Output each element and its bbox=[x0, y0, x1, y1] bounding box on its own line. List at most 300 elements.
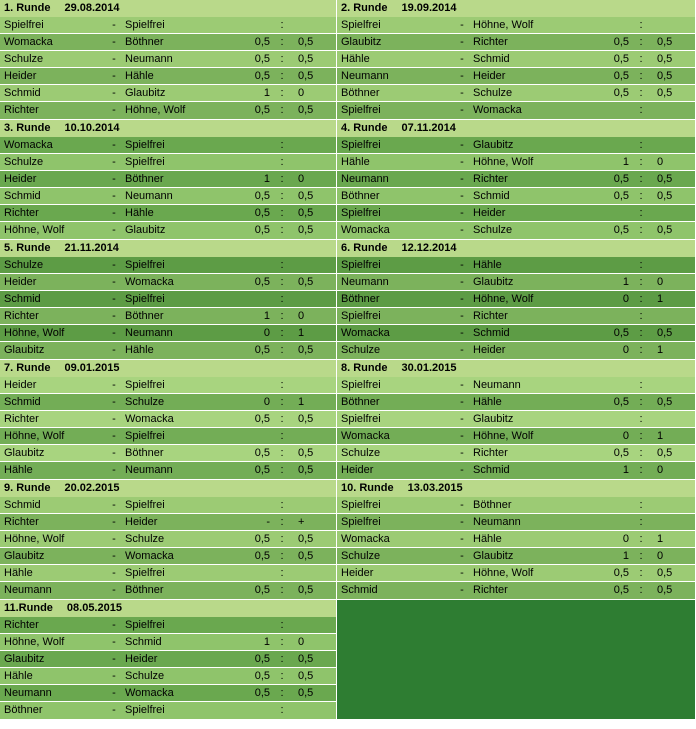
score-separator: : bbox=[280, 413, 284, 425]
score-white: 0 bbox=[622, 533, 629, 545]
player-black: Hähle bbox=[125, 70, 154, 82]
score-black: 0,5 bbox=[298, 207, 314, 219]
round-block bbox=[337, 360, 696, 480]
score-white: 0,5 bbox=[613, 224, 629, 236]
score-black: 1 bbox=[298, 396, 305, 408]
score-separator: : bbox=[639, 19, 643, 31]
versus-dash: - bbox=[460, 584, 464, 596]
player-white: Spielfrei bbox=[341, 259, 381, 271]
score-white: 0,5 bbox=[613, 584, 629, 596]
pairing-row bbox=[337, 565, 695, 582]
player-black: Heider bbox=[125, 516, 158, 528]
versus-dash: - bbox=[460, 276, 464, 288]
score-separator: : bbox=[639, 516, 643, 528]
versus-dash: - bbox=[112, 636, 116, 648]
round-block bbox=[337, 0, 696, 120]
versus-dash: - bbox=[460, 19, 464, 31]
player-white: Spielfrei bbox=[4, 19, 44, 31]
score-separator: : bbox=[639, 104, 643, 116]
pairing-row bbox=[0, 325, 336, 342]
pairing-row bbox=[0, 342, 336, 359]
player-black: Spielfrei bbox=[125, 567, 165, 579]
player-white: Böthner bbox=[341, 190, 380, 202]
pairing-row bbox=[0, 428, 336, 445]
score-black: 0,5 bbox=[298, 550, 314, 562]
pairing-row bbox=[337, 582, 695, 599]
score-black: 0,5 bbox=[298, 533, 314, 545]
player-black: Heider bbox=[125, 653, 158, 665]
versus-dash: - bbox=[112, 156, 116, 168]
score-black: 1 bbox=[657, 430, 664, 442]
versus-dash: - bbox=[112, 19, 116, 31]
versus-dash: - bbox=[460, 533, 464, 545]
versus-dash: - bbox=[112, 584, 116, 596]
pairing-row bbox=[0, 308, 336, 325]
versus-dash: - bbox=[112, 550, 116, 562]
player-white: Schmid bbox=[4, 499, 41, 511]
pairing-row bbox=[337, 85, 695, 102]
score-white: 0,5 bbox=[254, 207, 270, 219]
player-black: Schmid bbox=[473, 53, 510, 65]
pairing-row bbox=[337, 325, 695, 342]
score-black: + bbox=[298, 516, 305, 528]
score-separator: : bbox=[280, 173, 284, 185]
score-white: 1 bbox=[622, 550, 629, 562]
round-title: 8. Runde bbox=[341, 362, 388, 374]
player-white: Womacka bbox=[4, 139, 53, 151]
pairing-row bbox=[0, 702, 336, 719]
player-white: Glaubitz bbox=[4, 344, 45, 356]
score-separator: : bbox=[280, 344, 284, 356]
pairing-row bbox=[337, 291, 695, 308]
versus-dash: - bbox=[460, 156, 464, 168]
pairing-row bbox=[0, 205, 336, 222]
player-black: Richter bbox=[473, 310, 508, 322]
player-black: Hähle bbox=[125, 207, 154, 219]
score-black: 0,5 bbox=[298, 447, 314, 459]
score-separator: : bbox=[280, 619, 284, 631]
player-black: Höhne, Wolf bbox=[473, 567, 534, 579]
versus-dash: - bbox=[112, 104, 116, 116]
player-white: Spielfrei bbox=[341, 139, 381, 151]
player-white: Heider bbox=[341, 464, 374, 476]
pairing-row bbox=[0, 34, 336, 51]
versus-dash: - bbox=[112, 687, 116, 699]
score-black: 0,5 bbox=[657, 173, 673, 185]
pairing-row bbox=[337, 17, 695, 34]
score-separator: : bbox=[280, 19, 284, 31]
score-separator: : bbox=[280, 653, 284, 665]
versus-dash: - bbox=[112, 379, 116, 391]
score-separator: : bbox=[639, 173, 643, 185]
score-black: 0,5 bbox=[657, 36, 673, 48]
player-black: Höhne, Wolf bbox=[473, 430, 534, 442]
score-white: - bbox=[266, 516, 270, 528]
round-title: 11.Runde bbox=[4, 602, 53, 614]
versus-dash: - bbox=[460, 173, 464, 185]
pairing-row bbox=[337, 497, 695, 514]
versus-dash: - bbox=[112, 413, 116, 425]
score-separator: : bbox=[639, 550, 643, 562]
player-white: Höhne, Wolf bbox=[4, 636, 65, 648]
score-black: 0,5 bbox=[657, 224, 673, 236]
versus-dash: - bbox=[112, 567, 116, 579]
versus-dash: - bbox=[460, 327, 464, 339]
versus-dash: - bbox=[460, 87, 464, 99]
score-separator: : bbox=[280, 430, 284, 442]
round-header bbox=[0, 600, 336, 617]
score-separator: : bbox=[639, 53, 643, 65]
round-header bbox=[337, 360, 695, 377]
versus-dash: - bbox=[112, 499, 116, 511]
score-white: 0,5 bbox=[254, 550, 270, 562]
score-black: 0,5 bbox=[657, 327, 673, 339]
player-white: Schulze bbox=[341, 550, 381, 562]
round-date: 07.11.2014 bbox=[401, 122, 456, 134]
round-date: 29.08.2014 bbox=[64, 2, 120, 14]
score-black: 0,5 bbox=[657, 70, 673, 82]
versus-dash: - bbox=[460, 207, 464, 219]
score-separator: : bbox=[639, 224, 643, 236]
score-black: 0 bbox=[298, 87, 305, 99]
score-separator: : bbox=[639, 139, 643, 151]
score-separator: : bbox=[280, 550, 284, 562]
player-black: Neumann bbox=[125, 464, 173, 476]
score-separator: : bbox=[280, 276, 284, 288]
player-black: Böthner bbox=[125, 310, 164, 322]
pairing-row bbox=[0, 171, 336, 188]
player-black: Heider bbox=[473, 207, 506, 219]
pairing-row bbox=[337, 171, 695, 188]
player-white: Richter bbox=[4, 413, 39, 425]
player-black: Heider bbox=[473, 344, 506, 356]
score-separator: : bbox=[639, 447, 643, 459]
versus-dash: - bbox=[112, 533, 116, 545]
player-black: Glaubitz bbox=[473, 276, 514, 288]
score-black: 0,5 bbox=[298, 36, 314, 48]
score-black: 1 bbox=[657, 344, 664, 356]
player-black: Schmid bbox=[473, 464, 510, 476]
versus-dash: - bbox=[460, 310, 464, 322]
player-black: Glaubitz bbox=[125, 224, 166, 236]
player-black: Böthner bbox=[125, 584, 164, 596]
player-white: Richter bbox=[4, 310, 39, 322]
versus-dash: - bbox=[460, 70, 464, 82]
player-white: Spielfrei bbox=[341, 499, 381, 511]
score-white: 1 bbox=[263, 173, 270, 185]
score-black: 0,5 bbox=[298, 413, 314, 425]
player-white: Schmid bbox=[4, 190, 41, 202]
score-white: 1 bbox=[263, 636, 270, 648]
player-white: Glaubitz bbox=[4, 447, 45, 459]
score-white: 1 bbox=[622, 276, 629, 288]
round-header bbox=[337, 120, 695, 137]
pairing-row bbox=[337, 51, 695, 68]
score-white: 0 bbox=[622, 430, 629, 442]
score-separator: : bbox=[280, 516, 284, 528]
score-separator: : bbox=[280, 207, 284, 219]
player-white: Böthner bbox=[4, 704, 43, 716]
score-black: 0,5 bbox=[298, 464, 314, 476]
player-black: Hähle bbox=[125, 344, 154, 356]
versus-dash: - bbox=[112, 70, 116, 82]
versus-dash: - bbox=[460, 516, 464, 528]
player-white: Spielfrei bbox=[341, 516, 381, 528]
pairing-row bbox=[0, 274, 336, 291]
player-white: Hähle bbox=[341, 156, 370, 168]
player-black: Heider bbox=[473, 70, 506, 82]
versus-dash: - bbox=[112, 430, 116, 442]
score-separator: : bbox=[280, 464, 284, 476]
player-white: Neumann bbox=[4, 584, 52, 596]
pairing-row bbox=[0, 514, 336, 531]
player-black: Schulze bbox=[125, 396, 165, 408]
round-block bbox=[337, 480, 696, 600]
score-white: 0,5 bbox=[254, 344, 270, 356]
round-date: 10.10.2014 bbox=[64, 122, 120, 134]
score-black: 0 bbox=[298, 173, 305, 185]
versus-dash: - bbox=[112, 464, 116, 476]
player-black: Spielfrei bbox=[125, 704, 165, 716]
pairing-row bbox=[0, 668, 336, 685]
player-black: Richter bbox=[473, 36, 508, 48]
versus-dash: - bbox=[460, 430, 464, 442]
score-white: 0 bbox=[622, 344, 629, 356]
versus-dash: - bbox=[460, 36, 464, 48]
player-black: Böthner bbox=[125, 36, 164, 48]
versus-dash: - bbox=[112, 224, 116, 236]
pairing-row bbox=[0, 377, 336, 394]
versus-dash: - bbox=[460, 464, 464, 476]
player-black: Schulze bbox=[125, 533, 165, 545]
pairing-row bbox=[0, 68, 336, 85]
score-black: 0,5 bbox=[657, 447, 673, 459]
pairing-row bbox=[0, 582, 336, 599]
round-title: 7. Runde bbox=[4, 362, 51, 374]
round-date: 12.12.2014 bbox=[401, 242, 457, 254]
player-white: Hähle bbox=[4, 670, 33, 682]
player-white: Spielfrei bbox=[341, 104, 381, 116]
round-title: 6. Runde bbox=[341, 242, 388, 254]
versus-dash: - bbox=[112, 516, 116, 528]
versus-dash: - bbox=[112, 87, 116, 99]
pairing-row bbox=[0, 651, 336, 668]
score-separator: : bbox=[639, 190, 643, 202]
versus-dash: - bbox=[112, 310, 116, 322]
score-white: 0,5 bbox=[254, 190, 270, 202]
player-black: Glaubitz bbox=[473, 550, 514, 562]
score-black: 0,5 bbox=[298, 70, 314, 82]
score-separator: : bbox=[280, 156, 284, 168]
score-black: 0,5 bbox=[298, 224, 314, 236]
versus-dash: - bbox=[460, 447, 464, 459]
pairing-row bbox=[337, 514, 695, 531]
score-separator: : bbox=[280, 636, 284, 648]
score-separator: : bbox=[280, 499, 284, 511]
player-black: Höhne, Wolf bbox=[473, 19, 534, 31]
score-white: 0,5 bbox=[613, 190, 629, 202]
round-header bbox=[0, 480, 336, 497]
score-black: 0 bbox=[298, 636, 305, 648]
pairing-row bbox=[337, 394, 695, 411]
player-white: Womacka bbox=[341, 533, 390, 545]
versus-dash: - bbox=[460, 499, 464, 511]
round-block bbox=[0, 0, 337, 120]
score-black: 1 bbox=[298, 327, 305, 339]
player-black: Spielfrei bbox=[125, 430, 165, 442]
score-separator: : bbox=[280, 379, 284, 391]
round-header bbox=[337, 0, 695, 17]
player-black: Glaubitz bbox=[125, 87, 166, 99]
pairing-row bbox=[337, 257, 695, 274]
player-white: Heider bbox=[4, 379, 37, 391]
pairing-row bbox=[0, 394, 336, 411]
pairing-row bbox=[337, 308, 695, 325]
score-separator: : bbox=[280, 36, 284, 48]
player-black: Richter bbox=[473, 584, 508, 596]
score-separator: : bbox=[280, 533, 284, 545]
versus-dash: - bbox=[460, 139, 464, 151]
score-white: 0,5 bbox=[254, 36, 270, 48]
pairing-row bbox=[0, 85, 336, 102]
pairing-row bbox=[0, 548, 336, 565]
player-black: Spielfrei bbox=[125, 259, 165, 271]
round-header bbox=[0, 120, 336, 137]
player-black: Böthner bbox=[125, 447, 164, 459]
player-white: Höhne, Wolf bbox=[4, 224, 65, 236]
player-black: Böthner bbox=[473, 499, 512, 511]
player-black: Neumann bbox=[125, 190, 173, 202]
player-white: Schulze bbox=[4, 156, 44, 168]
player-black: Neumann bbox=[473, 516, 521, 528]
pairing-row bbox=[337, 68, 695, 85]
round-header bbox=[0, 240, 336, 257]
score-white: 0,5 bbox=[254, 464, 270, 476]
round-title: 2. Runde bbox=[341, 2, 388, 14]
score-black: 0,5 bbox=[298, 653, 314, 665]
player-white: Neumann bbox=[341, 276, 389, 288]
round-date: 09.01.2015 bbox=[64, 362, 120, 374]
player-white: Böthner bbox=[341, 293, 380, 305]
player-white: Womacka bbox=[341, 327, 390, 339]
player-white: Schmid bbox=[4, 87, 41, 99]
versus-dash: - bbox=[112, 704, 116, 716]
player-black: Glaubitz bbox=[473, 139, 514, 151]
score-white: 0,5 bbox=[254, 53, 270, 65]
player-white: Glaubitz bbox=[4, 550, 45, 562]
round-title: 4. Runde bbox=[341, 122, 388, 134]
score-black: 0,5 bbox=[298, 344, 314, 356]
score-white: 1 bbox=[263, 87, 270, 99]
score-white: 1 bbox=[263, 310, 270, 322]
player-black: Schmid bbox=[473, 190, 510, 202]
player-white: Richter bbox=[4, 207, 39, 219]
player-black: Hähle bbox=[473, 259, 502, 271]
versus-dash: - bbox=[112, 396, 116, 408]
score-separator: : bbox=[280, 104, 284, 116]
versus-dash: - bbox=[460, 190, 464, 202]
round-block bbox=[337, 120, 696, 240]
player-white: Spielfrei bbox=[341, 19, 381, 31]
score-separator: : bbox=[639, 70, 643, 82]
score-black: 0,5 bbox=[298, 687, 314, 699]
pairing-row bbox=[0, 137, 336, 154]
versus-dash: - bbox=[460, 53, 464, 65]
versus-dash: - bbox=[460, 567, 464, 579]
pairing-row bbox=[0, 411, 336, 428]
player-black: Spielfrei bbox=[125, 139, 165, 151]
player-black: Böthner bbox=[125, 173, 164, 185]
player-black: Womacka bbox=[125, 687, 174, 699]
versus-dash: - bbox=[460, 550, 464, 562]
pairing-row bbox=[0, 634, 336, 651]
round-block bbox=[337, 240, 696, 360]
score-separator: : bbox=[280, 259, 284, 271]
score-separator: : bbox=[639, 259, 643, 271]
score-separator: : bbox=[280, 447, 284, 459]
score-separator: : bbox=[280, 310, 284, 322]
player-white: Hähle bbox=[4, 567, 33, 579]
round-header bbox=[337, 240, 695, 257]
score-separator: : bbox=[280, 190, 284, 202]
player-black: Spielfrei bbox=[125, 499, 165, 511]
round-block bbox=[0, 480, 337, 600]
score-black: 0 bbox=[298, 310, 305, 322]
score-black: 0,5 bbox=[657, 567, 673, 579]
versus-dash: - bbox=[460, 396, 464, 408]
score-black: 0,5 bbox=[298, 584, 314, 596]
player-black: Glaubitz bbox=[473, 413, 514, 425]
player-black: Womacka bbox=[125, 413, 174, 425]
score-white: 0,5 bbox=[254, 584, 270, 596]
player-black: Womacka bbox=[125, 550, 174, 562]
player-black: Richter bbox=[473, 173, 508, 185]
round-block bbox=[0, 240, 337, 360]
score-separator: : bbox=[280, 396, 284, 408]
pairing-row bbox=[337, 548, 695, 565]
score-white: 0,5 bbox=[613, 447, 629, 459]
score-separator: : bbox=[639, 396, 643, 408]
score-white: 0,5 bbox=[613, 36, 629, 48]
score-white: 0,5 bbox=[613, 70, 629, 82]
score-white: 0,5 bbox=[613, 87, 629, 99]
player-black: Spielfrei bbox=[125, 293, 165, 305]
score-white: 0,5 bbox=[254, 670, 270, 682]
score-separator: : bbox=[639, 464, 643, 476]
round-date: 13.03.2015 bbox=[407, 482, 463, 494]
score-separator: : bbox=[639, 310, 643, 322]
player-white: Schmid bbox=[4, 293, 41, 305]
player-white: Schulze bbox=[341, 447, 381, 459]
versus-dash: - bbox=[460, 413, 464, 425]
versus-dash: - bbox=[112, 207, 116, 219]
score-white: 0,5 bbox=[254, 104, 270, 116]
round-block bbox=[0, 360, 337, 480]
score-separator: : bbox=[639, 499, 643, 511]
player-white: Richter bbox=[4, 516, 39, 528]
pairing-row bbox=[0, 188, 336, 205]
score-separator: : bbox=[280, 139, 284, 151]
score-separator: : bbox=[639, 207, 643, 219]
versus-dash: - bbox=[460, 344, 464, 356]
score-black: 0,5 bbox=[298, 104, 314, 116]
score-separator: : bbox=[280, 704, 284, 716]
score-white: 0,5 bbox=[254, 687, 270, 699]
score-separator: : bbox=[639, 276, 643, 288]
pairing-row bbox=[0, 531, 336, 548]
score-white: 0,5 bbox=[613, 327, 629, 339]
versus-dash: - bbox=[112, 190, 116, 202]
